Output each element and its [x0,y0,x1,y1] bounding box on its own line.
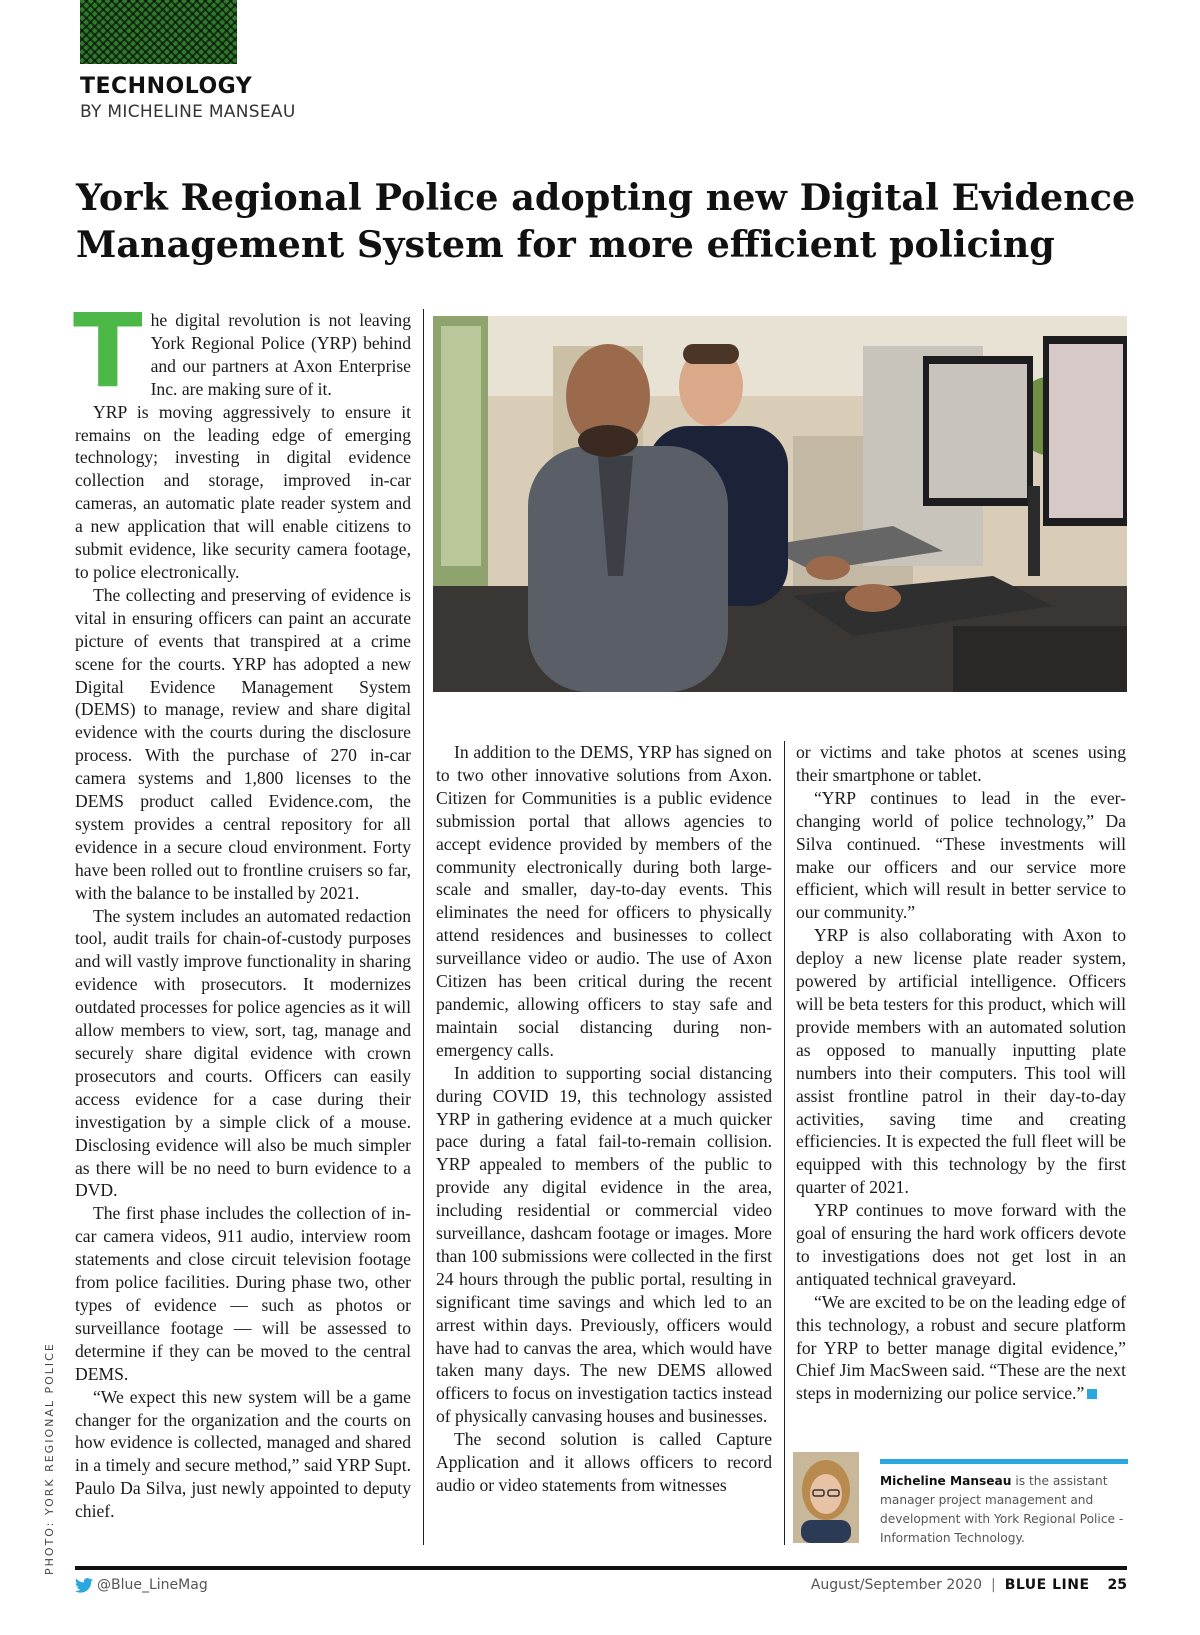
article-photo [433,316,1127,692]
drop-cap: T [73,292,143,411]
paragraph: YRP is moving aggressively to ensure it remains on the leading edge of emerging technology; investing in digital evidence collection and storage, improved in-car cameras, an automatic plate reader system and a new application that will enable citizens to submit evidence, like security camera footage, to police electronically. [75,401,411,582]
paragraph: In addition to the DEMS, YRP has signed on to two other innovative solutions from Axon. Citizen for Communities is a public evidence submission portal that allows agencies to accept evidence provided by members of the community electronically during both large-scale and smaller, day-to-day events. This eliminates the need for officers to physically attend residences and businesses to collect surveillance video or audio. The use of Axon Citizen has been critical during the recent pandemic, allowing officers to stay safe and maintain social distancing during non-emergency calls. [436,742,772,1060]
paragraph: The first phase includes the collection of in-car camera videos, 911 audio, interview room statements and close circuit television footage from police facilities. During phase two, other types of evidence — such as photos or surveillance footage — will be assessed to determine if they can be moved to the central DEMS. [75,1203,411,1384]
author-accent-bar [880,1459,1128,1464]
paragraph: In addition to supporting social distancing during COVID 19, this technology assisted YRP in gathering evidence at a much quicker pace during a fatal fail-to-remain collision. YRP appealed to members of the public to provide any digital evidence in the area, including residential or commercial video surveillance, dashcam footage or images. More than 100 submissions were collected in the first 24 hours through the public portal, resulting in significant time savings and which led to an arrest within days. Previously, officers would have had to canvas the area, which would have taken many days. The new DEMS allowed officers to focus on investigation tactics instead of physically canvasing houses and businesses. [436,1062,772,1427]
paragraph: or victims and take photos at scenes using their smartphone or tablet. [796,742,1126,785]
page-number: 25 [1107,1577,1127,1593]
footer-rule [75,1566,1127,1570]
twitter-bird-icon [75,1578,93,1593]
paragraph: The system includes an automated redaction tool, audit trails for chain-of-custody purposes and will vastly improve functionality in sharing evidence with prosecutors. It modernizes outdated processes for police agencies as it will allow members to view, sort, tag, manage and securely share digital evidence with crown prosecutors and courts. Officers can easily access evidence for a case during their investigation by a simple click of a mouse. Disclosing evidence will also be much simpler as there will be no need to burn evidence to a DVD. [75,905,411,1201]
paragraph: YRP is also collaborating with Axon to deploy a new license plate reader system, powered by artificial intelligence. Officers will be beta testers for this product, which will provide members with an automated solution as opposed to manually inputting plate numbers into their computers. This tool will assist frontline patrol in their day-to-day activities, saving time and creating efficiencies. It is expected the full fleet will be equipped with this technology by the first quarter of 2021. [796,925,1126,1198]
article-column-1 [73,292,411,1523]
author-photo [793,1452,859,1543]
article-column-2 [436,741,772,1497]
author-bio: Micheline Manseau is the assistant manager project management and development with York Regional Police - Information Technology. [880,1474,1124,1545]
magazine-name: BLUE LINE [1004,1577,1090,1593]
paragraph: YRP continues to move forward with the goal of ensuring the hard work officers devote to investigations does not get lost in an antiquated technical graveyard. [796,1200,1126,1289]
end-mark-icon [1087,1389,1097,1399]
author-name: Micheline Manseau [880,1474,1012,1488]
paragraph: “YRP continues to lead in the ever-changing world of police technology,” Da Silva continued. “These investments will make our officers and our service more efficient, which will result in better service to our community.” [796,787,1126,923]
column-rule-2 [784,741,785,1545]
column-rule-1 [423,309,424,1545]
photo-credit: PHOTO: YORK REGIONAL POLICE [43,1342,56,1575]
footer-social [75,1577,208,1593]
issue-date: August/September 2020 [810,1577,982,1593]
paragraph: The digital revolution is not leaving York Regional Police (YRP) behind and our partners at Axon Enterprise Inc. are making sure of it. [73,292,411,411]
byline: BY MICHELINE MANSEAU [80,102,296,122]
footer-folio: August/September 2020 | BLUE LINE 25 [810,1577,1127,1593]
paragraph: The collecting and preserving of evidence is vital in ensuring officers can paint an accurate picture of events that transpired at a crime scene for the courts. YRP has adopted a new Digital Evidence Management System (DEMS) to manage, review and share digital evidence with the courts during the disclosure process. With the purchase of 270 in-car camera systems and 1,800 licenses to the DEMS product called Evidence.com, the system provides a central repository for all evidence in a secure cloud environment. Forty have been rolled out to frontline cruisers so far, with the balance to be installed by 2021. [75,584,411,903]
section-label: TECHNOLOGY [80,74,253,99]
paragraph: “We expect this new system will be a game changer for the organization and the courts on how evidence is collected, managed and shared in a timely and secure method,” said YRP Supt. Paulo Da Silva, just newly appointed to deputy chief. [75,1386,411,1522]
article-column-3 [796,741,1126,1405]
header-pattern [80,0,237,64]
paragraph: The second solution is called Capture Application and it allows officers to record audio or video statements from witnesses [436,1429,772,1495]
twitter-handle[interactable]: @Blue_LineMag [97,1577,208,1593]
headline: York Regional Police adopting new Digital Evidence Management System for more efficient policing [76,176,1136,266]
paragraph: “We are excited to be on the leading edge of this technology, a robust and secure platform for YRP to better manage digital evidence,” Chief Jim MacSween said. “These are the next steps in modernizing our police service.” [796,1291,1126,1404]
